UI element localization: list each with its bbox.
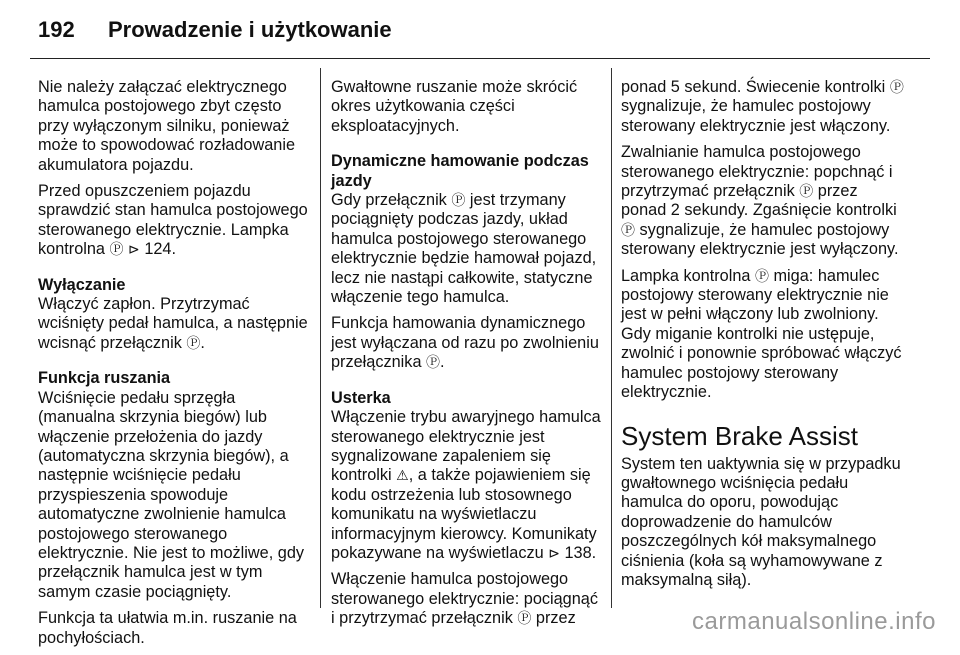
section-heading: Funkcja ruszania — [38, 369, 171, 388]
parking-brake-icon: Ⓟ — [621, 221, 635, 238]
parking-brake-icon: Ⓟ — [889, 79, 904, 95]
parking-brake-icon: Ⓟ — [186, 334, 201, 351]
text: . — [440, 353, 445, 372]
section-heading: Wyłączanie — [38, 275, 126, 294]
page-reference: 124. — [144, 240, 177, 259]
page-header — [38, 10, 392, 50]
text: , a także pojawieniem się kodu ostrzeżenia lub stosownego komunikatu na wyświetlaczu informacyjnym kierowcy. Komunikaty pokazywane na wyświetlaczu — [331, 466, 597, 562]
section-heading: Dynamiczne hamowanie podczas jazdy — [331, 152, 589, 190]
watermark: carmanualsonline.info — [692, 608, 936, 635]
reference-arrow-icon: ⊳ — [548, 544, 560, 561]
header-rule — [30, 58, 930, 59]
text: Włączyć zapłon. Przytrzymać wciśnięty pedał hamulca, a następnie wcisnąć przełącznik — [38, 295, 308, 352]
reference-arrow-icon: ⊳ — [128, 241, 140, 258]
paragraph — [621, 267, 906, 403]
paragraph — [331, 191, 606, 307]
paragraph — [331, 570, 606, 628]
section-title: System Brake Assist — [621, 420, 858, 451]
text: Przed opuszczeniem pojazdu sprawdzić stan hamulca postojowego sterowanego elektrycznie. Lampka kontrolna — [38, 182, 308, 259]
text: Funkcja hamowania dynamicznego jest wyłączana od razu po zwolnieniu przełącznika — [331, 314, 599, 372]
text: Gdy przełącznik — [331, 191, 447, 210]
text: Włączenie trybu awaryjnego hamulca sterowanego elektrycznie jest sygnalizowane zapaleniem się kontrolki — [331, 408, 601, 485]
page-number: 192 — [38, 17, 75, 42]
paragraph — [38, 295, 310, 353]
paragraph — [621, 78, 906, 136]
parking-brake-icon: Ⓟ — [109, 241, 124, 258]
text: przez — [535, 609, 576, 628]
paragraph: Funkcja ta ułatwia m.in. ruszanie na pochyłościach. — [38, 609, 297, 647]
parking-brake-icon: Ⓟ — [517, 610, 532, 627]
paragraph: System ten uaktywnia się w przypadku gwałtownego wciśnięcia pedału hamulca do oporu, powodując doprowadzenie do hamulców poszczególnych kół maksymalnego ciśnienia (koła są wyhamowywane z maksymalną siłą). — [621, 454, 901, 589]
paragraph — [621, 143, 906, 259]
text: jest trzymany pociągnięty podczas jazdy, układ hamulca postojowego sterowanego elektrycznie będzie hamował pojazd, lecz nie nastąpi całkowite, statyczne włączenie tego hamulca. — [331, 191, 597, 307]
parking-brake-icon: Ⓟ — [451, 192, 466, 209]
text: ponad 5 sekund. Świecenie kontrolki — [621, 78, 886, 96]
text: sygnalizuje, że hamulec postojowy sterowany elektrycznie jest wyłączony. — [621, 220, 899, 259]
column-3 — [621, 78, 906, 597]
paragraph: Gwałtowne ruszanie może skrócić okres użytkowania części eksploatacyjnych. — [331, 78, 578, 135]
section-heading: Usterka — [331, 388, 391, 407]
column-2 — [331, 78, 606, 636]
column-1 — [38, 78, 310, 655]
text: Zwalnianie hamulca postojowego sterowanego elektrycznie: popchnąć i przytrzymać przełącznik — [621, 143, 893, 201]
text: sygnalizuje, że hamulec postojowy sterowany elektrycznie jest włączony. — [621, 97, 891, 135]
parking-brake-icon: Ⓟ — [426, 354, 441, 371]
paragraph — [38, 182, 310, 260]
column-divider — [320, 68, 321, 608]
service-warning-icon: ⚠ — [396, 467, 409, 484]
text: . — [200, 333, 205, 352]
text: Włączenie hamulca postojowego sterowanego elektrycznie: pociągnąć i przytrzymać przełącznik — [331, 570, 598, 628]
text: przez ponad 2 sekundy. Zgaśnięcie kontrolki — [621, 182, 897, 220]
paragraph — [331, 408, 606, 563]
parking-brake-icon: Ⓟ — [754, 267, 769, 284]
page-reference: 138. — [564, 543, 597, 562]
text: Lampka kontrolna — [621, 266, 751, 285]
paragraph — [331, 314, 606, 372]
page-title: Prowadzenie i użytkowanie — [108, 17, 392, 42]
paragraph: Nie należy załączać elektrycznego hamulca postojowego zbyt często przy wyłączonym silniku, ponieważ może to spowodować rozładowanie akumulatora pojazdu. — [38, 78, 296, 174]
column-divider — [611, 68, 612, 608]
parking-brake-icon: Ⓟ — [799, 183, 814, 200]
text: miga: hamulec postojowy sterowany elektrycznie nie jest w pełni włączony lub zwolniony. Gdy miganie kontrolki nie ustępuje, zwolnić i ponownie spróbować włączyć hamulec postojowy sterowany elektrycznie. — [621, 266, 902, 402]
paragraph: Wciśnięcie pedału sprzęgła (manualna skrzynia biegów) lub włączenie przełożenia do jazdy (automatyczna skrzynia biegów), a następnie wciśnięcie pedału przyspieszenia spowoduje automatyczne zwolnienie hamulca postojowego sterowanego elektrycznie. Nie jest to możliwe, gdy przełącznik hamulca jest w tym samym czasie pociągnięty. — [38, 388, 305, 601]
